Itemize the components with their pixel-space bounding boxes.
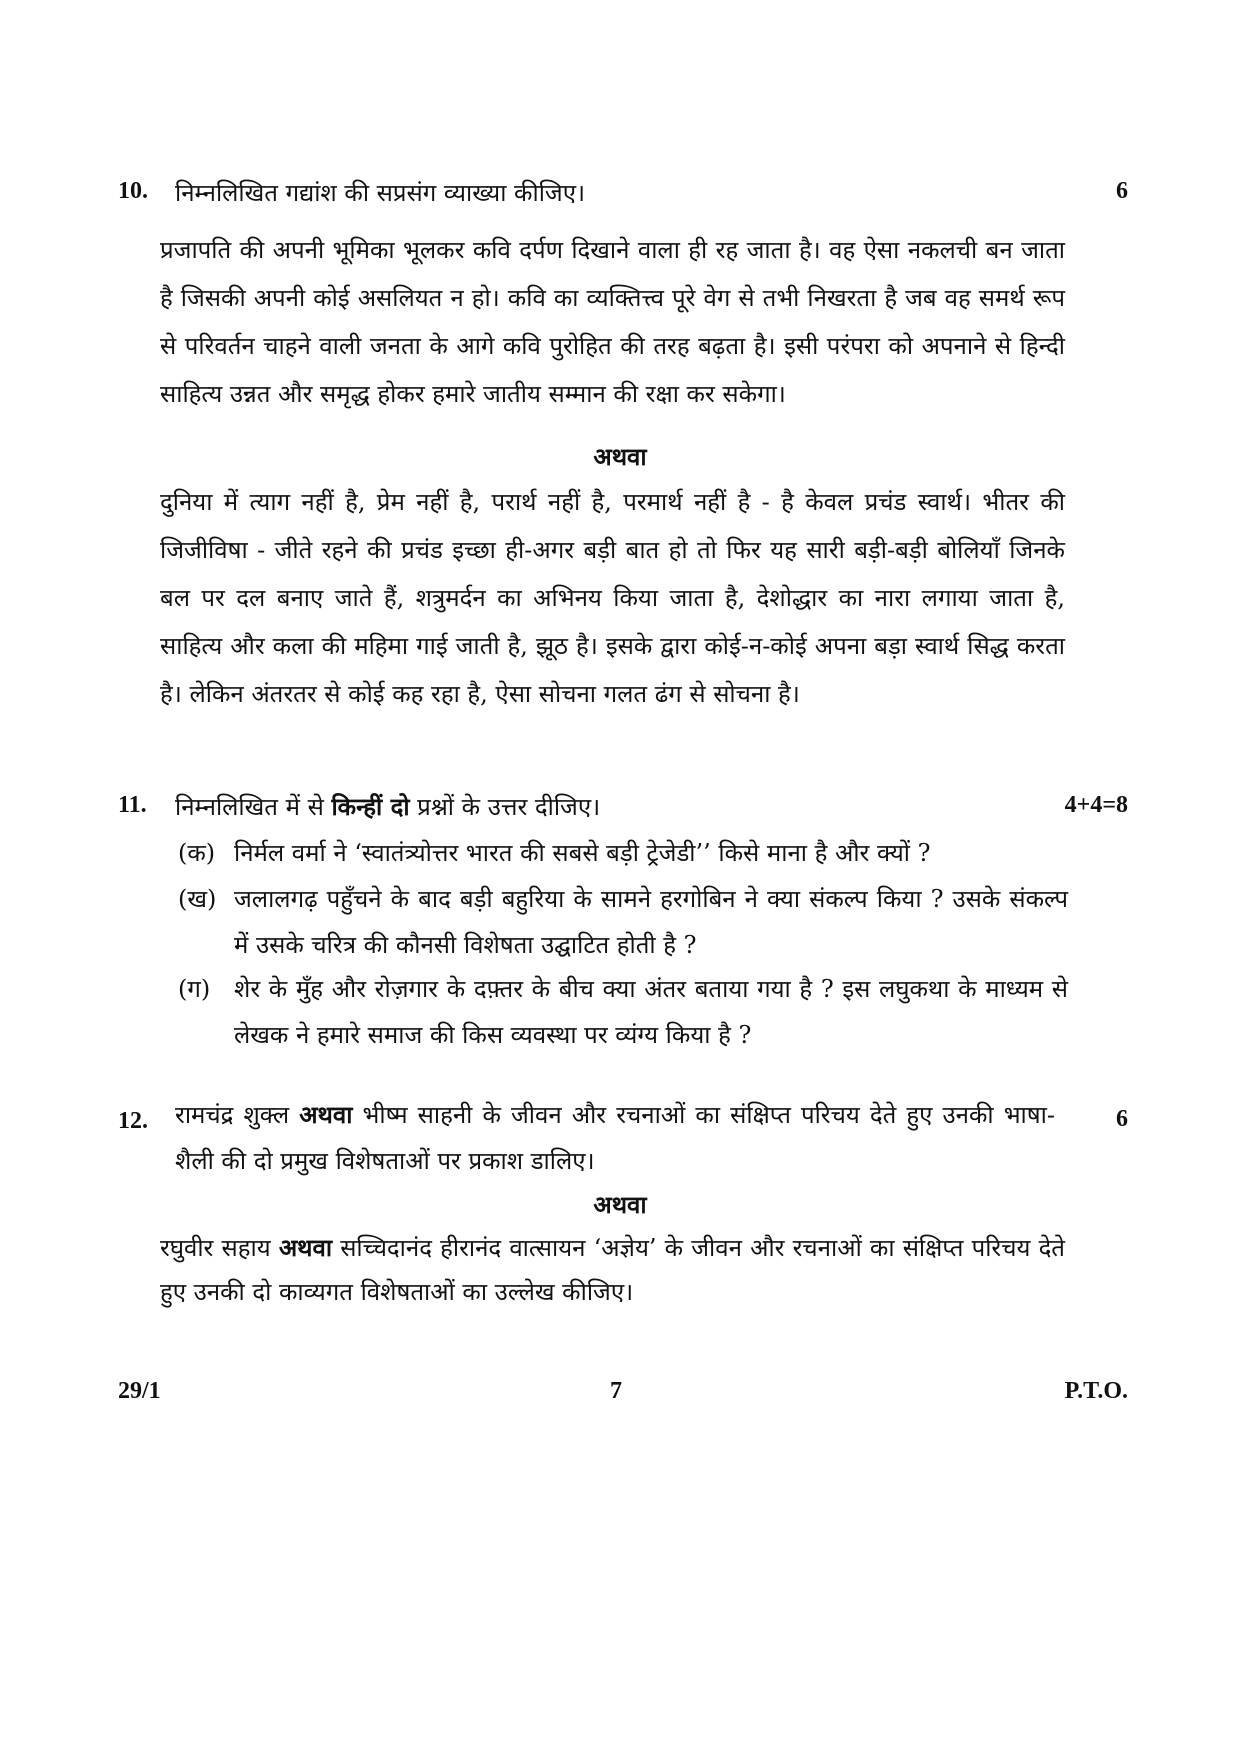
question-emphasis: किन्हीं दो [331,792,410,821]
please-turn-over: P.T.O. [1064,1378,1128,1404]
sub-question-tag: (ख) [178,885,217,913]
marks: 4+4=8 [1064,792,1128,818]
sub-question-text: जलालगढ़ पहुँचने के बाद बड़ी बहुरिया के सामने हरगोबिन ने क्या संकल्प किया ? उसके संकल्प में उसके चरित्र की कौनसी विशेषता उद्घाटित होती है ? [234,885,1068,959]
question-text-part: रघुवीर सहाय [160,1234,279,1262]
alternative-question-text [160,1226,1065,1314]
question-number: 12. [118,1108,148,1134]
or-label: अथवा [593,1190,647,1219]
or-label: अथवा [593,442,647,471]
question-text-part: रामचंद्र शुक्ल [175,1101,300,1129]
question-text-part: निम्नलिखित में से [175,793,332,821]
paper-code: 29/1 [118,1378,161,1404]
question-number: 11. [118,792,147,818]
marks: 6 [1116,1106,1128,1132]
question-number: 10. [118,178,148,204]
passage: दुनिया में त्याग नहीं है, प्रेम नहीं है, परार्थ नहीं है, परमार्थ नहीं है - है केवल प्रचंड स्वार्थ। भीतर की जिजीविषा - जीते रहने की प्रचंड इच्छा ही-अगर बड़ी बात हो तो फिर यह सारी बड़ी-बड़ी बोलियाँ जिनके बल पर दल बनाए जाते हैं, शत्रुमर्दन का अभिनय किया जाता है, देशोद्धार का नारा लगाया जाता है, साहित्य और कला की महिमा गाई जाती है, झूठ है। इसके द्वारा कोई-न-कोई अपना बड़ा स्वार्थ सिद्ध करता है। लेकिन अंतरतर से कोई कह रहा है, ऐसा सोचना गलत ढंग से सोचना है। [160,488,1065,708]
sub-question-text: शेर के मुँह और रोज़गार के दफ़्तर के बीच क्या अंतर बताया गया है ? इस लघुकथा के माध्यम से लेखक ने हमारे समाज की किस व्यवस्था पर व्यंग्य किया है ? [234,975,1068,1049]
question-text-part: सच्चिदानंद हीरानंद वात्सायन ‘अज्ञेय’ के जीवन और रचनाओं का संक्षिप्त परिचय देते हुए उनकी दो काव्यगत विशेषताओं का उल्लेख कीजिए। [160,1234,1065,1306]
passage: प्रजापति की अपनी भूमिका भूलकर कवि दर्पण दिखाने वाला ही रह जाता है। वह ऐसा नकलची बन जाता है जिसकी अपनी कोई असलियत न हो। कवि का व्यक्तित्त्व पूरे वेग से तभी निखरता है जब वह समर्थ रूप से परिवर्तन चाहने वाली जनता के आगे कवि पुरोहित की तरह बढ़ता है। इसी परंपरा को अपनाने से हिन्दी साहित्य उन्नत और समृद्ध होकर हमारे जातीय सम्मान की रक्षा कर सकेगा। [160,236,1065,408]
question-text: निम्नलिखित गद्यांश की सप्रसंग व्याख्या कीजिए। [175,179,586,207]
sub-question-ka [178,830,1068,876]
sub-question-tag: (ग) [178,975,211,1003]
question-emphasis: अथवा [299,1100,353,1129]
question-text-part: प्रश्नों के उत्तर दीजिए। [409,793,601,821]
sub-question-ga [178,966,1068,1058]
sub-question-tag: (क) [178,839,216,867]
question-text [175,1092,1055,1184]
sub-question-kha [178,876,1068,968]
page-number: 7 [610,1378,622,1404]
question-text-part: भीष्म साहनी के जीवन और रचनाओं का संक्षिप्त परिचय देते हुए उनकी भाषा-शैली की दो प्रमुख विशेषताओं पर प्रकाश डालिए। [175,1101,1055,1175]
question-text [175,790,600,823]
question-emphasis: अथवा [278,1233,333,1262]
marks: 6 [1116,178,1128,204]
sub-question-text: निर्मल वर्मा ने ‘स्वातंत्र्योत्तर भारत की सबसे बड़ी ट्रेजेडी’’ किसे माना है और क्यों ? [234,839,931,867]
